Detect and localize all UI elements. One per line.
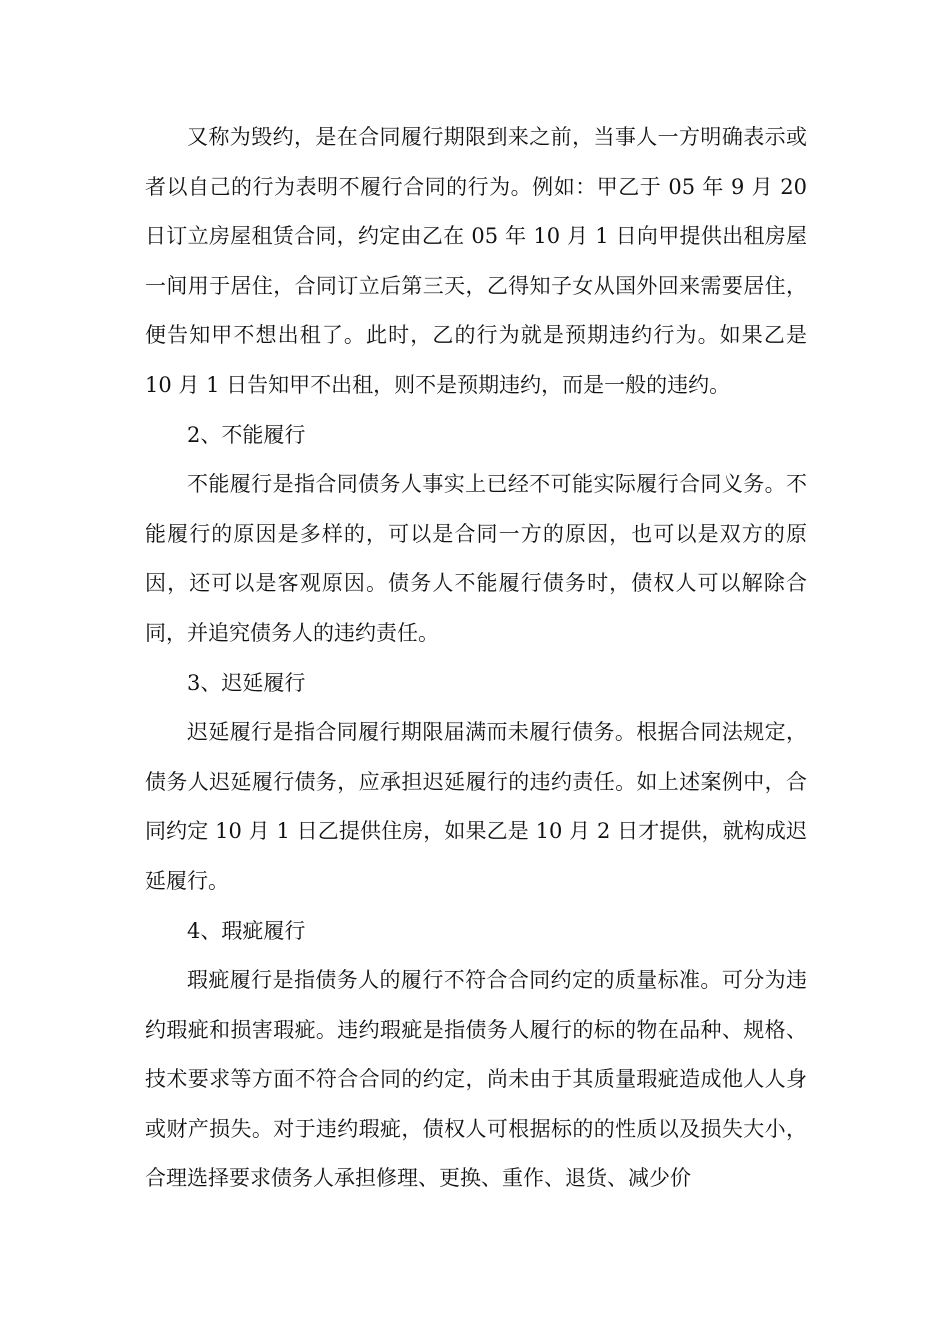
- paragraph-defective-performance: 瑕疵履行是指债务人的履行不符合合同约定的质量标准。可分为违约瑕疵和损害瑕疵。违约瑕疵是指债务人履行的标的物在品种、规格、技术要求等方面不符合合同的约定，尚未由于其质量瑕疵造成他人人身或财产损失。对于违约瑕疵，债权人可根据标的的性质以及损失大小，合理选择要求债务人承担修理、更换、重作、退货、减少价: [145, 968, 807, 1191]
- document-body: [145, 113, 807, 1204]
- section-heading-impossibility: 2、不能履行: [187, 422, 306, 447]
- paragraph-anticipatory-breach: 又称为毁约，是在合同履行期限到来之前，当事人一方明确表示或者以自己的行为表明不履行合同的行为。例如：甲乙于 05 年 9 月 20 日订立房屋租赁合同，约定由乙在 05 年 10 月 1 日向甲提供出租房屋一间用于居住，合同订立后第三天，乙得知子女从国外回来需要居住，便告知甲不想出租了。此时，乙的行为就是预期违约行为。如果乙是 10 月 1 日告知甲不出租，则不是预期违约，而是一般的违约。: [145, 125, 807, 397]
- paragraph-delayed-performance: 迟延履行是指合同履行期限届满而未履行债务。根据合同法规定，债务人迟延履行债务，应承担迟延履行的违约责任。如上述案例中，合同约定 10 月 1 日乙提供住房，如果乙是 10 月 2 日才提供，就构成迟延履行。: [145, 720, 807, 893]
- paragraph-impossibility: 不能履行是指合同债务人事实上已经不可能实际履行合同义务。不能履行的原因是多样的，可以是合同一方的原因，也可以是双方的原因，还可以是客观原因。债务人不能履行债务时，债权人可以解除合同，并追究债务人的违约责任。: [145, 472, 807, 645]
- section-heading-delayed-performance: 3、迟延履行: [187, 670, 306, 695]
- section-heading-defective-performance: 4、瑕疵履行: [187, 918, 306, 943]
